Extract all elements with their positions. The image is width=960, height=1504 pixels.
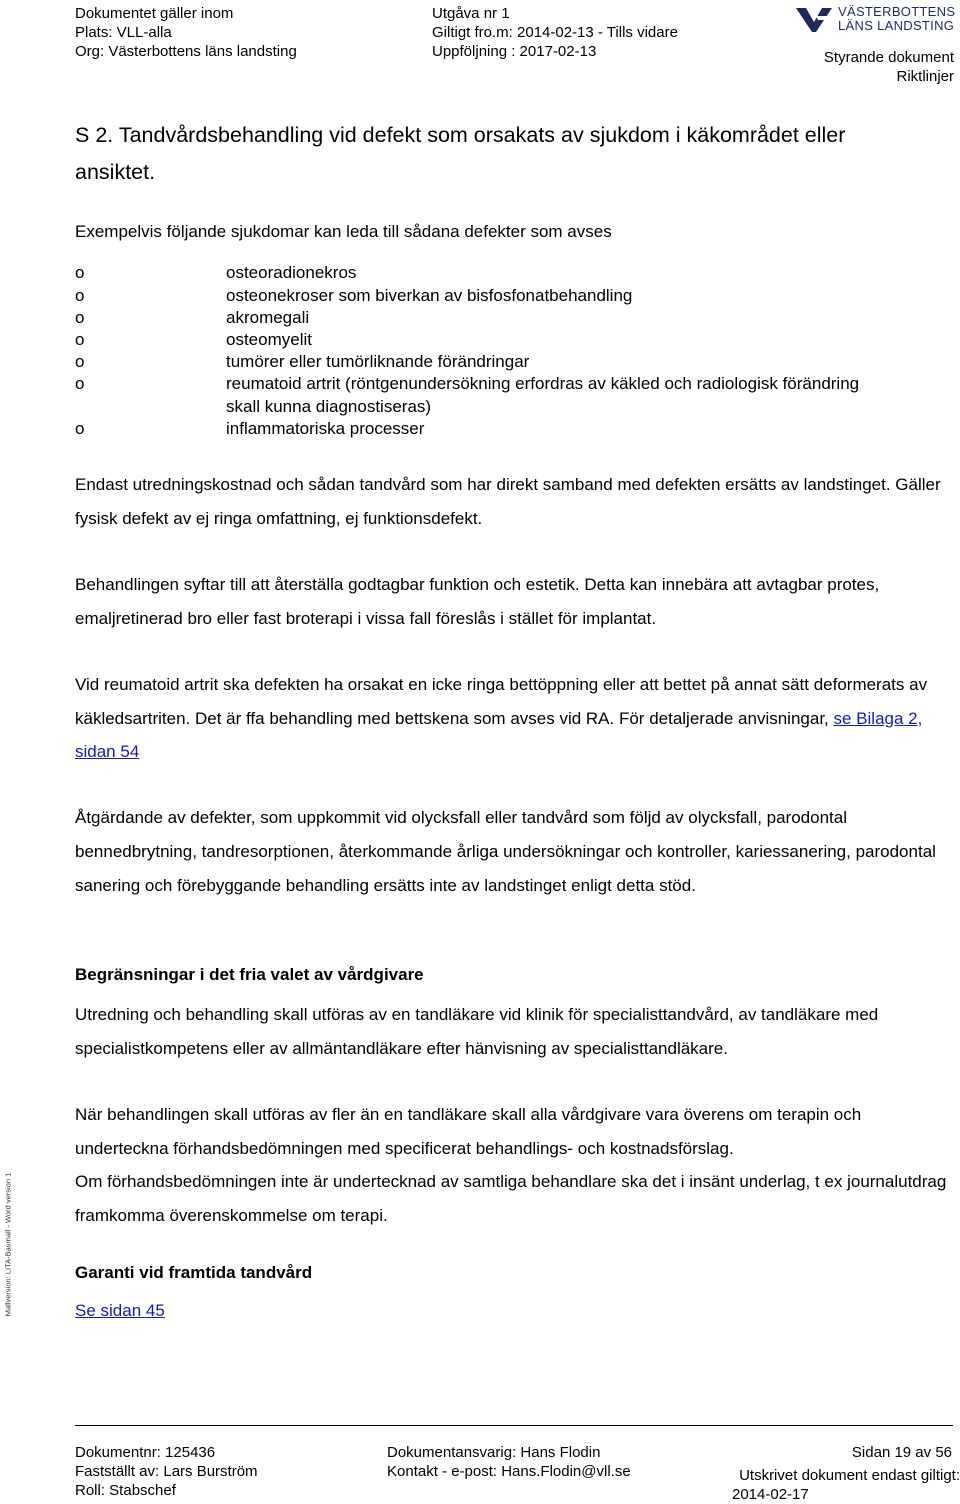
footer-line: Fastställt av: Lars Burström: [75, 1463, 258, 1480]
paragraph-exclusions: Åtgärdande av defekter, som uppkommit vid olycksfall eller tandvård som följd av olycksfall, parodontal bennedbrytning, tandresorptionen, återkommande årliga undersökningar och kontroller, kariessanering, parodontal sanering och förebyggande behandling ersätts inte av landstinget enligt detta stöd.: [75, 808, 936, 895]
header-line: Uppföljning : 2017-02-13: [432, 43, 597, 60]
paragraph-ra: [75, 668, 947, 769]
bullet-marker: o: [75, 308, 85, 327]
paragraph-multiple-dentists: När behandlingen skall utföras av fler än en tandläkare skall alla vårdgivare vara överens om terapin och underteckna förhandsbedömningen med specificerat behandlings- och kostnadsförslag.: [75, 1105, 862, 1158]
subheading-guarantee: Garanti vid framtida tandvård: [75, 1263, 313, 1282]
subheading-restrictions: Begränsningar i det fria valet av vårdgivare: [75, 965, 424, 984]
bullet-marker: o: [75, 263, 85, 282]
footer-line: Dokumentansvarig: Hans Flodin: [387, 1444, 601, 1461]
footer-col1: [75, 1443, 258, 1500]
logo-text-line2: LÄNS LANDSTING: [838, 18, 955, 33]
footer-col2: [387, 1443, 631, 1481]
vll-logo: [796, 4, 956, 40]
header-line: Dokumentet gäller inom: [75, 5, 234, 22]
logo-text-line1: VÄSTERBOTTENS: [838, 4, 956, 19]
list-item: reumatoid artrit (röntgenundersökning erfordras av käkled och radiologisk förändring: [226, 374, 860, 393]
paragraph-ra-text: Vid reumatoid artrit ska defekten ha orsakat en icke ringa bettöppning eller att bettet på annat sätt deformerats av käkledsartriten. Det är ffa behandling med bettskena som avses vid RA. För detaljerade anvisningar,: [75, 675, 928, 728]
header-line: Plats: VLL-alla: [75, 24, 172, 41]
footer-line: Roll: Stabschef: [75, 1482, 176, 1499]
bullet-marker: o: [75, 374, 85, 393]
intro-text: Exempelvis följande sjukdomar kan leda till sådana defekter som avses: [75, 222, 612, 241]
page-number: Sidan 19 av 56: [851, 1444, 952, 1461]
header-line: Giltigt fro.m: 2014-02-13 - Tills vidare: [432, 24, 678, 41]
printed-label: Utskrivet dokument endast giltigt:: [739, 1467, 960, 1484]
doc-subtype: Riktlinjer: [896, 68, 954, 85]
doc-type: Styrande dokument: [823, 49, 954, 66]
header-col2: [432, 4, 678, 61]
list-item: akromegali: [226, 308, 310, 327]
list-item: tumörer eller tumörliknande förändringar: [226, 352, 530, 371]
paragraph-restrictions: Utredning och behandling skall utföras av en tandläkare vid klinik för specialisttandvård, av tandläkare med specialistkompetens eller av allmäntandläkare efter hänvisning av specialisttandläkare.: [75, 1005, 879, 1058]
section-heading-line: ansiktet.: [75, 160, 156, 184]
list-item: osteoradionekros: [226, 263, 357, 282]
header-col1: [75, 4, 297, 61]
list-item: osteonekroser som biverkan av bisfosfonatbehandling: [226, 286, 633, 305]
list-item-continuation: skall kunna diagnostiseras): [226, 397, 432, 416]
paragraph-costs: Endast utredningskostnad och sådan tandvård som har direkt samband med defekten ersätts av landstinget. Gäller fysisk defekt av ej ringa omfattning, ej funktionsdefekt.: [75, 475, 941, 528]
printed-date: 2014-02-17: [732, 1486, 809, 1503]
bullet-marker: o: [75, 419, 85, 438]
bullet-marker: o: [75, 352, 85, 371]
section-heading-line: S 2. Tandvårdsbehandling vid defekt som orsakats av sjukdom i käkområdet eller: [75, 123, 846, 147]
bullet-marker: o: [75, 330, 85, 349]
list-item: inflammatoriska processer: [226, 419, 425, 438]
paragraph-purpose: Behandlingen syftar till att återställa godtagbar funktion och estetik. Detta kan innebära att avtagbar protes, emaljretinerad bro eller fast broterapi i vissa fall föreslås i stället för implantat.: [75, 575, 880, 628]
header-line: Org: Västerbottens läns landsting: [75, 43, 297, 60]
list-item: osteomyelit: [226, 330, 312, 349]
vll-logo-mark-icon: [796, 6, 832, 34]
template-version: Mallversion: LITA-Basmall - Word version 1: [3, 1172, 13, 1317]
footer-divider: [75, 1425, 953, 1426]
guarantee-link[interactable]: Se sidan 45: [75, 1301, 165, 1320]
paragraph-unsigned: Om förhandsbedömningen inte är undertecknad av samtliga behandlare ska det i insänt underlag, t ex journalutdrag framkomma överenskommelse om terapi.: [75, 1172, 947, 1225]
footer-line: Kontakt - e-post: Hans.Flodin@vll.se: [387, 1463, 631, 1480]
bullet-marker: o: [75, 286, 85, 305]
bilaga-link[interactable]: se Bilaga 2, sidan 54: [75, 708, 923, 761]
footer-line: Dokumentnr: 125436: [75, 1444, 216, 1461]
section-heading: [75, 117, 845, 191]
header-line: Utgåva nr 1: [432, 5, 510, 22]
